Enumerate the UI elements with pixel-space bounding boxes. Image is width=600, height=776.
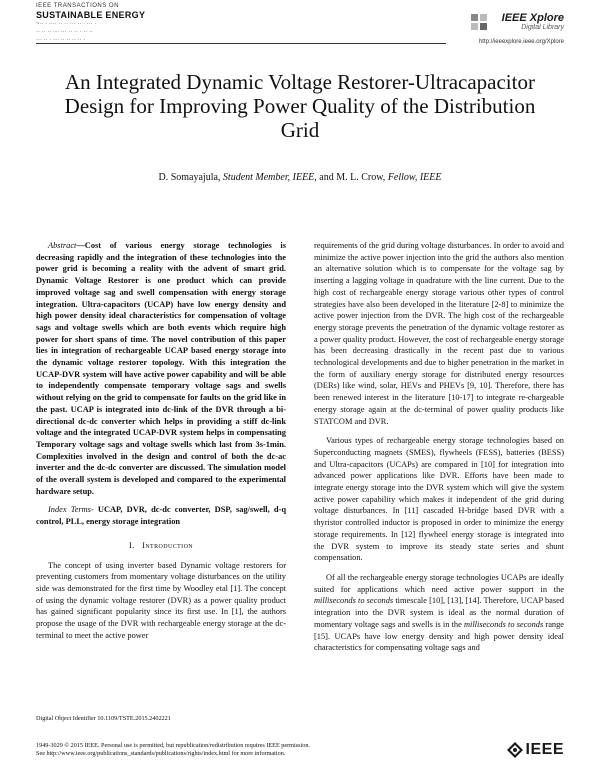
author-1: D. Somayajula, bbox=[158, 172, 221, 183]
intro-paragraph-2: Various types of rechargeable energy storage technologies based on Superconducting magnets (SMES), flywheels (FESS), batteries (BESS) and Ultra-capacitors (UCAPs) are compared in [10] for integration into advanced power applications like DVR. Efforts have been made to integrate energy storage into the DVR system which will give the system active power capability which makes it independent of the grid during voltage disturbances. In [11] cascaded H-bridge based DVR with a thyristor controlled inductor is proposed in order to minimize the energy storage requirements. In [12] flywheel energy storage is integrated into the DVR system to improve its steady state series and shunt compensation. bbox=[314, 436, 564, 563]
abstract-text: —Cost of various energy storage technologies is decreasing rapidly and the integration of these technologies into the power grid is becoming a reality with the advent of smart grid. Dynamic Voltage Restorer is one product which can provide improved voltage sag and swell compensation with energy storage integration. Ultra-capacitors (UCAP) have low energy density and high power density ideal characteristics for compensation of voltage sags and voltage swells which are both events which require high power for short spans of time. The novel contribution of this paper lies in integration of rechargeable UCAP based energy storage into the dynamic voltage restorer topology. With this integration the UCAP-DVR system will have active power capability and will be able to independently compensate temporary voltage sags and swells without relying on the grid to compensate for faults on the grid like in the past. UCAP is integrated into dc-link of the DVR through a bi-directional dc-dc converter which helps in providing a stiff dc-link voltage and the integrated UCAP-DVR system helps in compensating Temporary voltage sags and voltage swells which last from 3s-1min. Complexities involved in the design and control of both the dc-ac inverter and the dc-dc converter are discussed. The simulation model of the overall system is developed and compared to the experimental hardware setup. bbox=[36, 241, 286, 496]
section-numeral: I. bbox=[128, 540, 135, 550]
xplore-url: http://ieeexplore.ieee.org/Xplore bbox=[478, 39, 564, 45]
journal-name: SUSTAINABLE ENERGY bbox=[36, 10, 146, 20]
copyright-line: 1949-3029 © 2015 IEEE. Personal use is permitted, but republication/redistribution requires IEEE permission. bbox=[36, 742, 310, 749]
p3-pre: Of all the rechargeable energy storage technologies UCAPs are ideally suited for applications which need active power support in the bbox=[314, 572, 564, 594]
index-terms-text: UCAP, DVR, dc-dc converter, DSP, sag/swell, d-q control, PLL, energy storage integration bbox=[36, 505, 287, 527]
p3-mid: timescale [10], [13], [14]. Therefore, UCAP based integration into the DVR system is ideal as the normal duration of momentary voltage sags and swells is in the bbox=[314, 596, 565, 629]
doi-line: Digital Object Identifier 10.1109/TSTE.2015.2402221 bbox=[36, 715, 171, 722]
right-column bbox=[314, 240, 564, 654]
author-2-role: Fellow, IEEE bbox=[387, 172, 442, 183]
p3-italic-2: milliseconds to seconds bbox=[463, 619, 544, 629]
header-scan-noise-1: ~·· · ···· ·· ·· ··· ·· · ··· · bbox=[36, 21, 97, 27]
journal-header bbox=[36, 3, 145, 44]
intro-paragraph-3 bbox=[314, 572, 564, 654]
ieee-logo-text: IEEE bbox=[525, 741, 564, 758]
rights-url-line: See http://www.ieee.org/publications_standards/publications/rights/index.html for more information. bbox=[36, 750, 286, 757]
author-1-role: Student Member, IEEE, bbox=[222, 172, 317, 183]
author-line bbox=[60, 172, 540, 183]
index-terms-label: Index Terms- bbox=[48, 505, 94, 515]
journal-series: IEEE TRANSACTIONS ON bbox=[36, 3, 119, 9]
xplore-logo-icon bbox=[470, 13, 488, 31]
p3-italic-1: milliseconds to seconds bbox=[314, 596, 394, 606]
xplore-subtitle: Digital Library bbox=[521, 24, 564, 31]
header-scan-noise-3: ··· ·· · ··· ·· ·· ·· ·· · bbox=[36, 37, 86, 43]
author-2: and M. L. Crow, bbox=[319, 172, 386, 183]
intro-paragraph-1-continued: requirements of the grid during voltage disturbances. In order to avoid and minimize the active power injection into the grid the authors also mention an alternative solution which is to compensate for the voltage sag by inserting a lagging voltage in quadrature with the line current. Due to the high cost of rechargeable energy storage various other types of control strategies have also been developed in the literature [2-8] to minimize the active power injection from the DVR. The high cost of the rechargeable energy storage prevents the penetration of the dynamic voltage restorer as a power quality product. However, the cost of rechargeable energy storage has been decreasing drastically in the recent past due to various technological developments and due to higher penetration in the market in the form of auxiliary energy storage for distributed energy resources (DERs) like wind, solar, HEVs and PHEVs [9, 10]. Therefore, there has been renewed interest in the literature [10-17] to integrate re-chargeable energy storage again at the dc-terminal of power quality products like STATCOM and DVR. bbox=[314, 241, 564, 426]
section-title: Introduction bbox=[142, 540, 194, 550]
index-terms bbox=[36, 504, 286, 527]
ieee-logo bbox=[507, 741, 564, 759]
section-heading-introduction bbox=[36, 540, 286, 552]
ieee-diamond-icon bbox=[507, 742, 523, 758]
intro-paragraph-1: The concept of using inverter based Dynamic voltage restorers for preventing customers from momentary voltage disturbances on the utility side was demonstrated for the first time by Woodley etal [1]. The concept of using the dynamic voltage restorer (DVR) as a power quality product has gained significant popularity since its first use. In [1], the authors propose the usage of the DVR with rechargeable energy storage at the dc-terminal to meet the active power bbox=[36, 560, 286, 640]
p3-post: range [15]. UCAPs have low energy density and high power density ideal characteristics for compensating voltage sags and bbox=[314, 619, 565, 653]
abstract-label: Abstract bbox=[48, 241, 77, 250]
header-scan-noise-2: ·· ·· ·· ··· ··· ·· ·· · ·· ·· bbox=[36, 29, 93, 35]
left-column bbox=[36, 240, 286, 642]
xplore-brand bbox=[502, 12, 564, 32]
paper-title: An Integrated Dynamic Voltage Restorer-Ultracapacitor Design for Improving Power Quality of the Distribution Grid bbox=[64, 70, 536, 142]
xplore-title: IEEE Xplore bbox=[501, 12, 564, 24]
abstract bbox=[36, 240, 286, 497]
header-rule bbox=[36, 43, 446, 44]
